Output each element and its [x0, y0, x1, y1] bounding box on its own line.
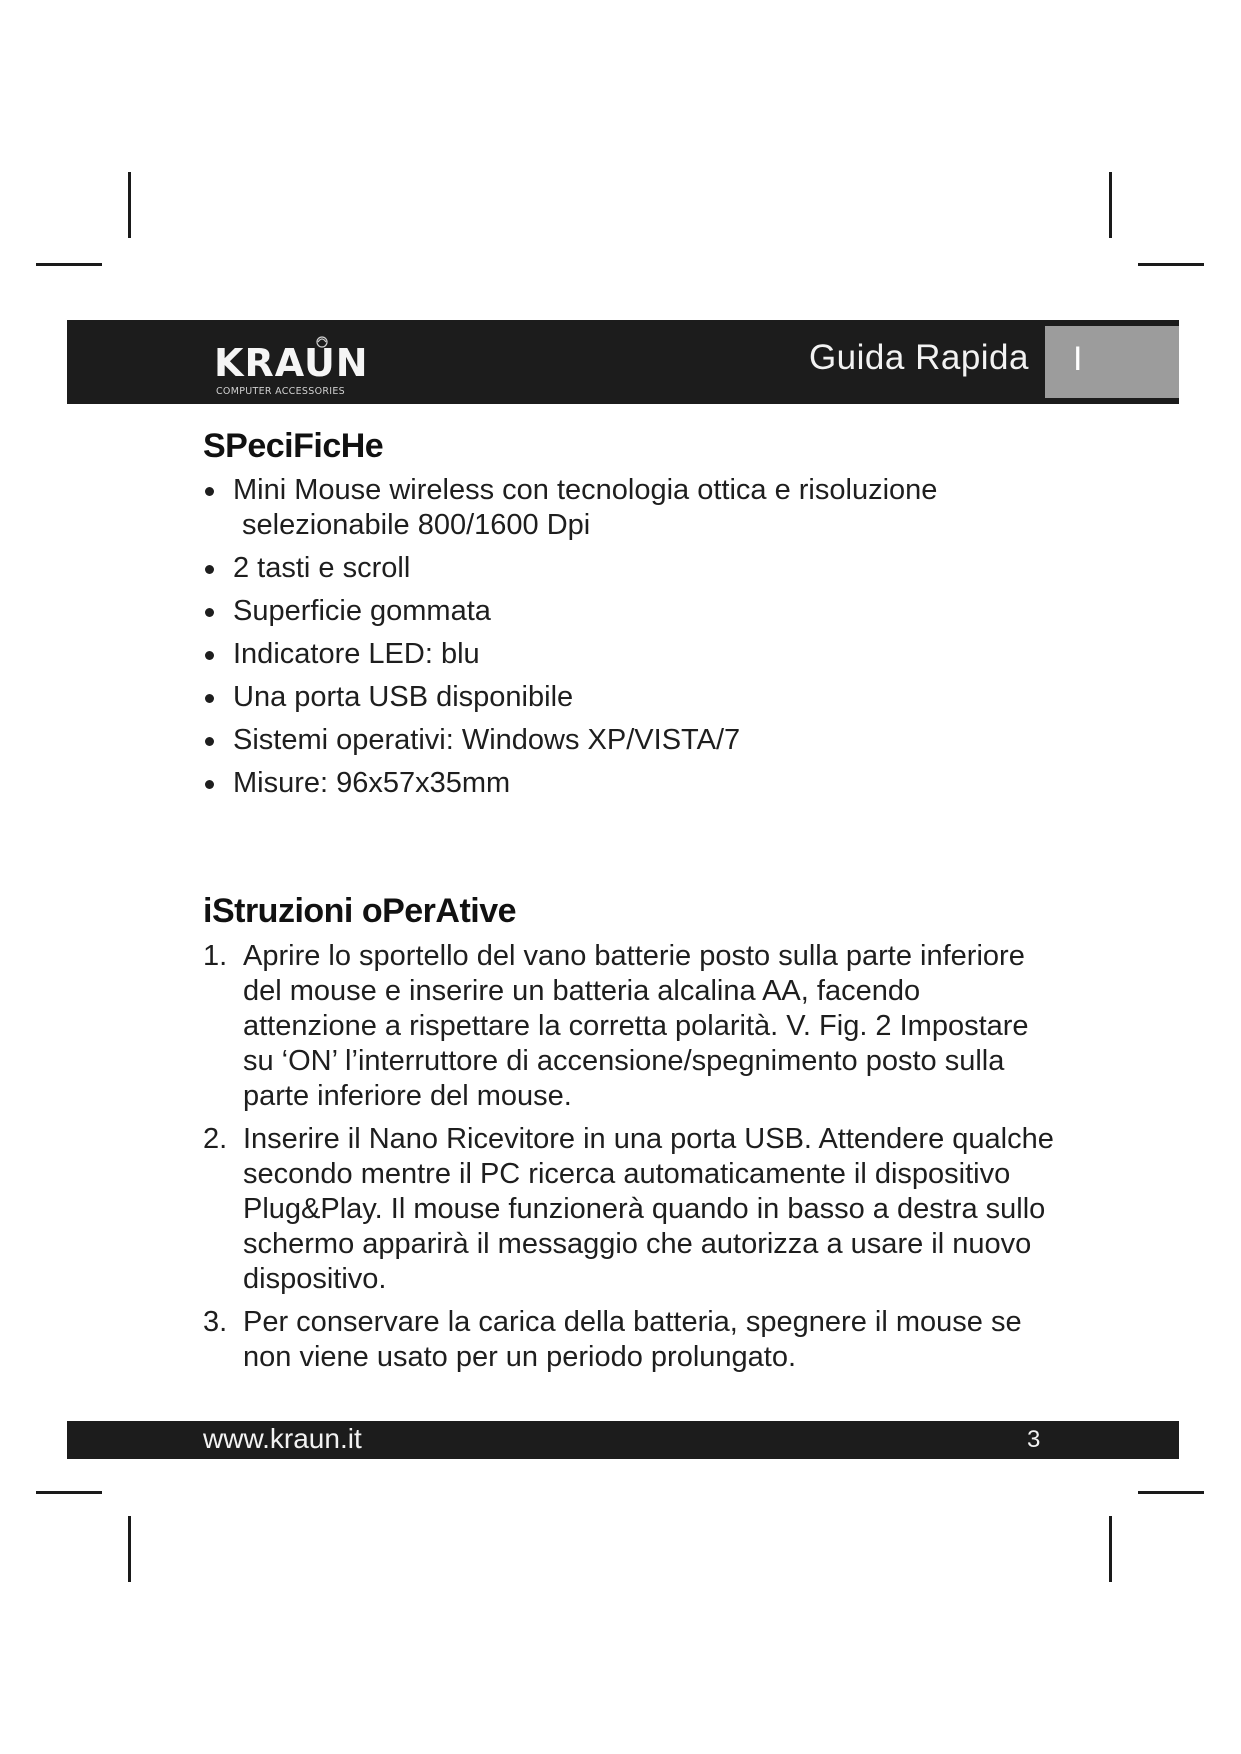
list-item	[203, 723, 1063, 758]
spec-text: 2 tasti e scroll	[233, 552, 411, 584]
crop-mark	[1109, 172, 1112, 238]
step-number: 3.	[203, 1306, 228, 1338]
crop-mark	[128, 172, 131, 238]
list-item	[203, 766, 1063, 801]
spec-text: Mini Mouse wireless con tecnologia ottica e risoluzione selezionabile 800/1600 Dpi	[233, 474, 938, 541]
list-item	[203, 637, 1063, 672]
specs-list	[203, 473, 1063, 809]
specs-title: SPeciFicHe	[203, 427, 384, 465]
header-bar	[67, 320, 1179, 404]
header-title: Guida Rapida	[808, 338, 1029, 377]
list-item	[203, 939, 1058, 1114]
crop-mark	[1138, 1491, 1204, 1494]
footer-bar	[67, 1421, 1179, 1459]
spec-text: Superficie gommata	[233, 595, 491, 627]
instructions-list	[203, 939, 1058, 1383]
list-item	[203, 1305, 1058, 1375]
brand-tagline: COMPUTER ACCESSORIES	[216, 386, 345, 396]
list-item	[203, 1122, 1058, 1297]
list-item	[203, 473, 1063, 543]
spec-text: Misure: 96x57x35mm	[233, 767, 511, 799]
list-item	[203, 551, 1063, 586]
list-item	[203, 680, 1063, 715]
spec-text: Indicatore LED: blu	[233, 638, 480, 670]
step-number: 1.	[203, 940, 228, 972]
spec-text: Sistemi operativi: Windows XP/VISTA/7	[233, 724, 741, 756]
crop-mark	[36, 1491, 102, 1494]
crop-mark	[128, 1516, 131, 1582]
step-text: Inserire il Nano Ricevitore in una porta USB. Attendere qualche secondo mentre il PC ricerca automaticamente il dispositivo Plug&Play. Il mouse funzionerà quando in basso a destra sullo schermo apparirà il messaggio che autorizza a usare il nuovo dispositivo.	[243, 1123, 1054, 1295]
page-number: 3	[1027, 1426, 1041, 1453]
list-item	[203, 594, 1063, 629]
footer-url: www.kraun.it	[203, 1423, 362, 1454]
instructions-title: iStruzioni oPerAtive	[203, 892, 517, 930]
crop-mark	[36, 263, 102, 266]
kraun-logo	[212, 334, 392, 396]
brand-logotype: KRAUN	[214, 341, 369, 385]
crop-mark	[1138, 263, 1204, 266]
language-tab	[1045, 326, 1179, 398]
language-tab-label: I	[1073, 340, 1083, 378]
spec-text: Una porta USB disponibile	[233, 681, 574, 713]
step-text: Aprire lo sportello del vano batterie posto sulla parte inferiore del mouse e inserire un batteria alcalina AA, facendo attenzione a rispettare la corretta polarità. V. Fig. 2 Impostare su ‘ON’ l’interruttore di accensione/spegnimento posto sulla parte inferiore del mouse.	[243, 940, 1029, 1112]
step-number: 2.	[203, 1123, 228, 1155]
crop-mark	[1109, 1516, 1112, 1582]
step-text: Per conservare la carica della batteria, spegnere il mouse se non viene usato per un periodo prolungato.	[243, 1306, 1022, 1373]
